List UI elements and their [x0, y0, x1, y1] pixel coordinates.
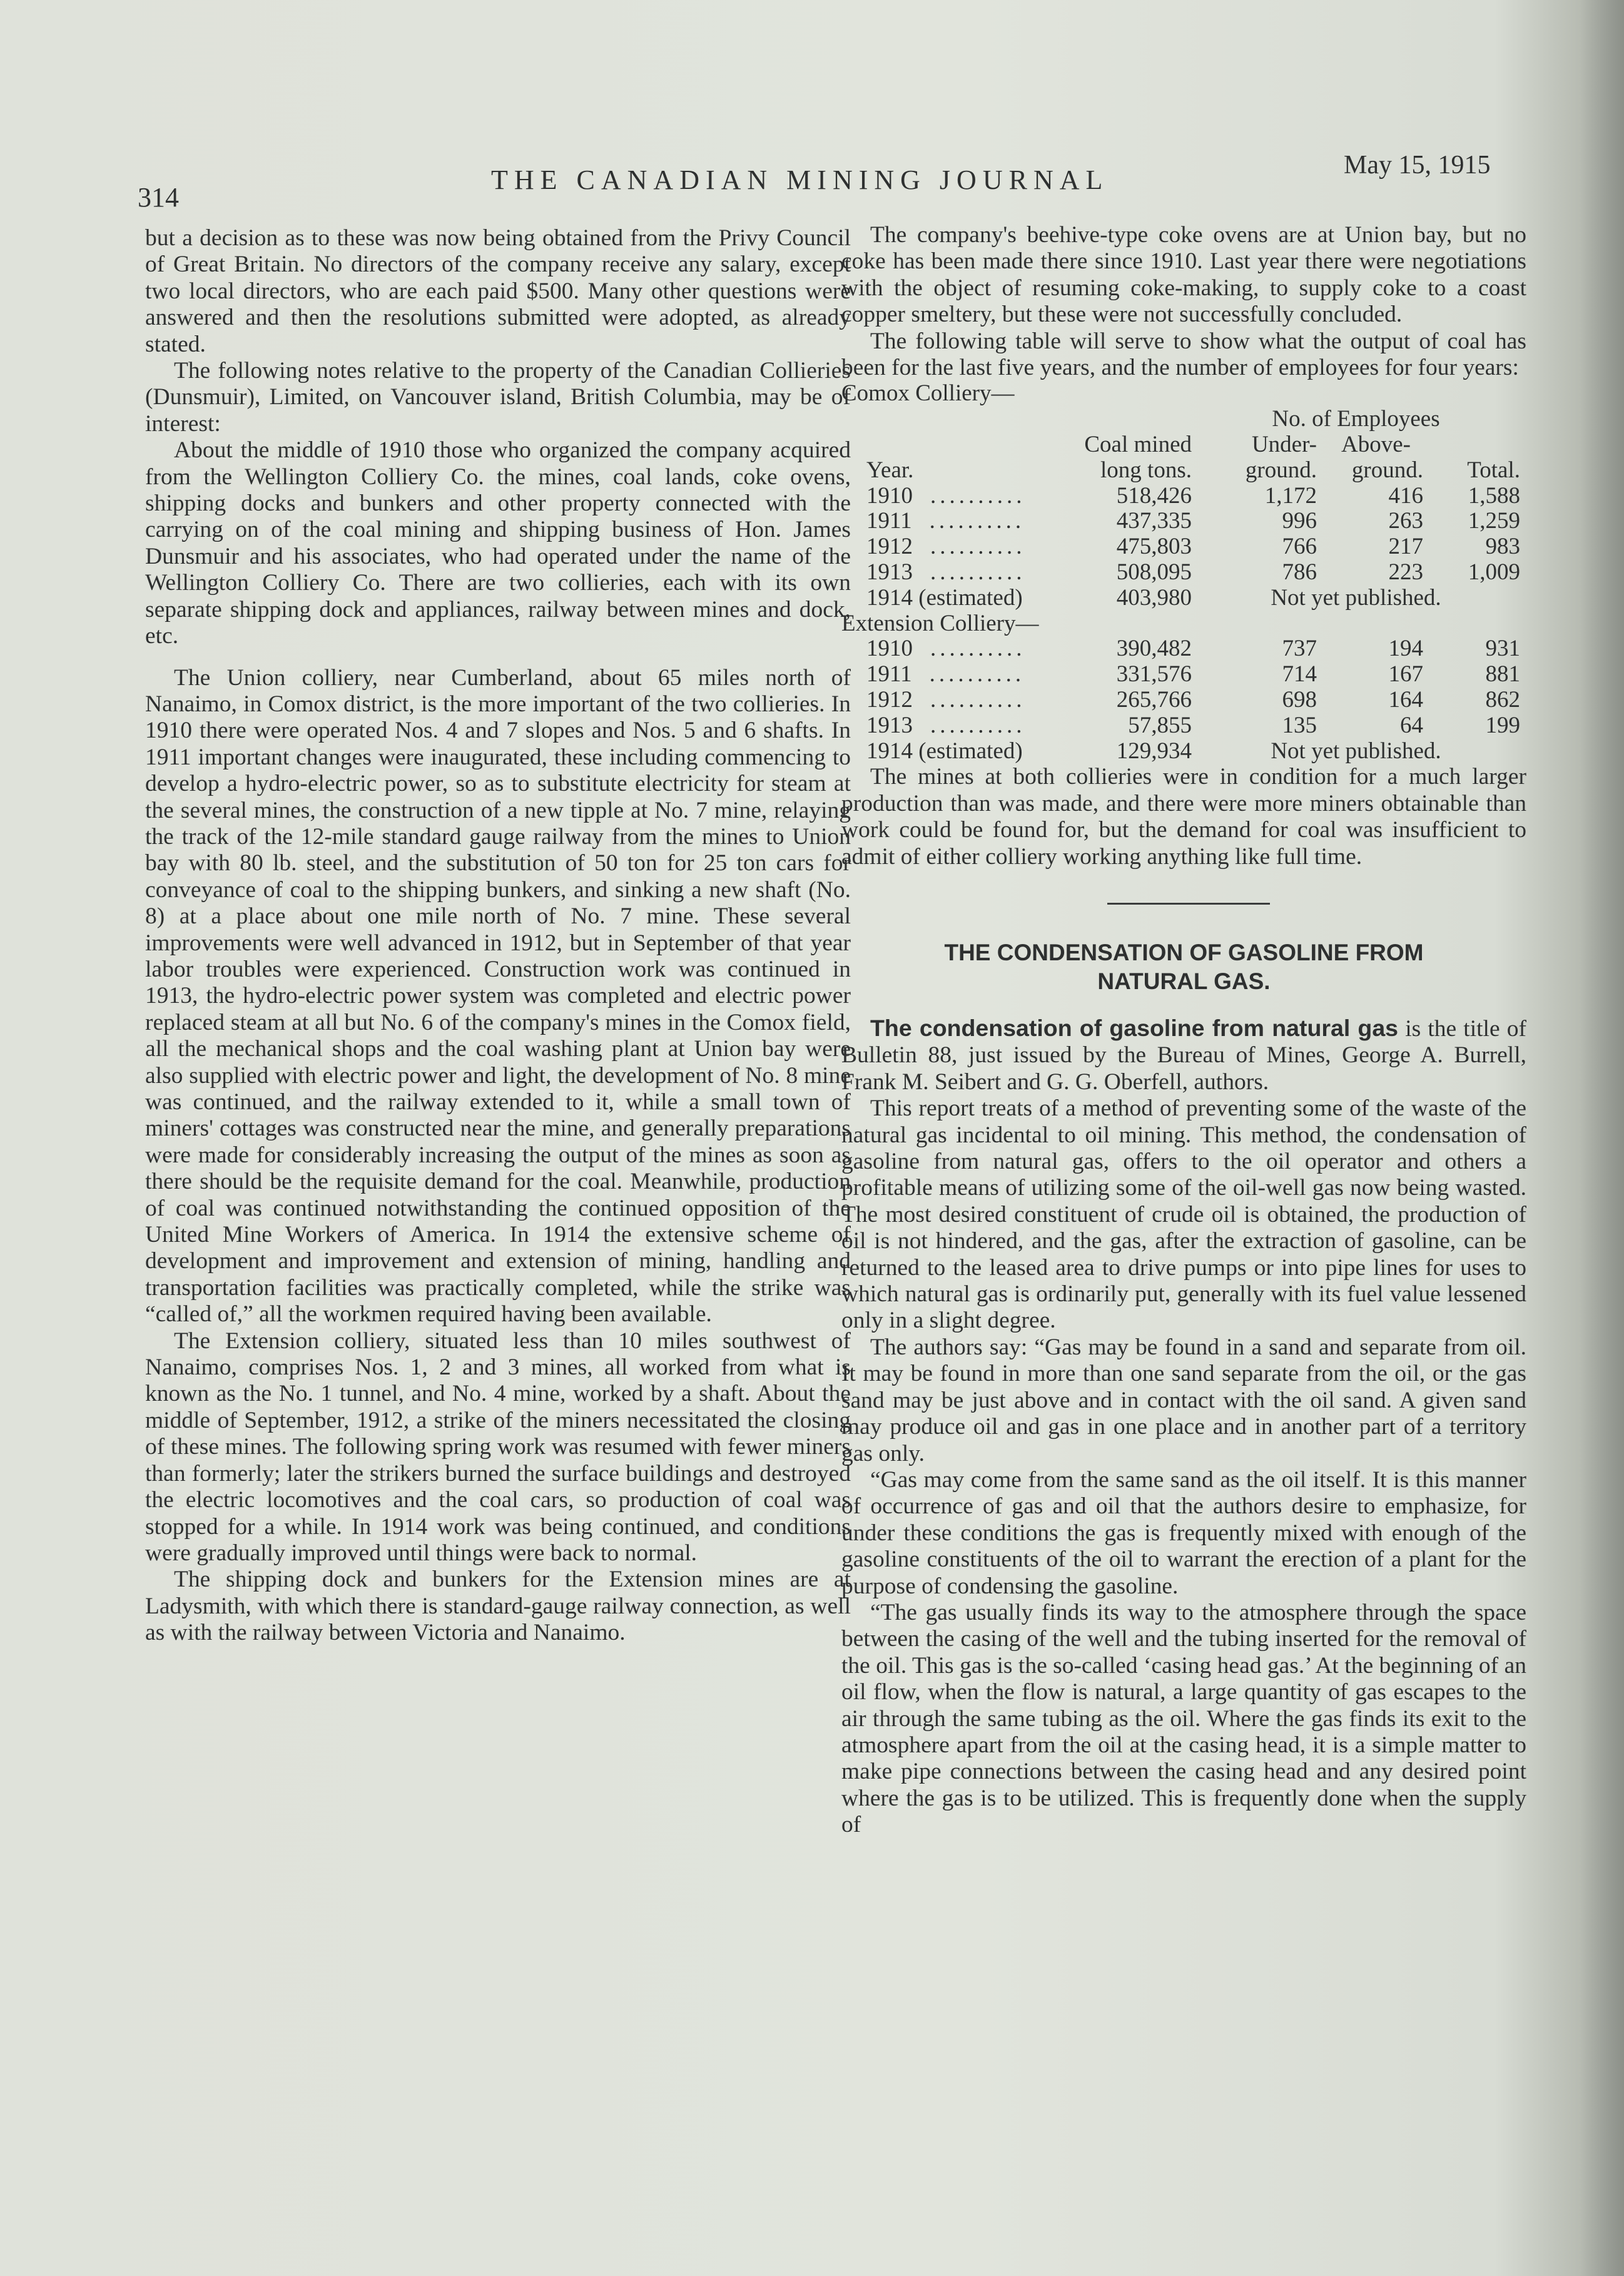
table-section-label	[841, 611, 1520, 637]
leader-dots: ..........	[930, 482, 1026, 509]
paragraph: This report treats of a method of preventing some of the waste of the natural gas incidental to oil mining. This method, the condensation of gasoline from natural gas, offers to the oil operator and others a profitable means of utilizing some of the oil-well gas now being wasted. The most desired constituent of crude oil is obtained, the production of oil is not hindered, and the gas, after the extraction of gasoline, can be returned to the leased area to drive pumps or into pipe lines for uses to which natural gas is ordinarily put, generally with its fuel value lessened only in a slight degree.	[841, 1095, 1526, 1334]
cell-year: 1914 (estimated)	[866, 738, 1023, 764]
article-lead-paragraph	[841, 1015, 1526, 1095]
col-above-unit: ground.	[1351, 457, 1423, 483]
table-row	[841, 534, 1520, 560]
cell-note: Not yet published.	[1271, 738, 1441, 764]
page-header	[0, 0, 1624, 225]
table-header-row	[841, 407, 1520, 432]
cell-year-text: 1910	[866, 482, 913, 509]
article-title-line: NATURAL GAS.	[1097, 968, 1271, 995]
cell-year-text: 1912	[866, 534, 913, 560]
page-edge-shadow	[1580, 0, 1624, 2276]
cell-above: 194	[1388, 636, 1423, 662]
paragraph: The shipping dock and bunkers for the Extension mines are at Ladysmith, with which there is standard-gauge railway connection, as well as with the railway between Victoria and Nanaimo.	[145, 1567, 851, 1646]
article-title-line: THE CONDENSATION OF GASOLINE FROM	[944, 940, 1424, 966]
paragraph: “The gas usually finds its way to the atmosphere through the space between the casing of the well and the tubing inserted for the removal of the oil. This gas is the so-called ‘casing head gas.’ At the beginning of an oil flow, when the flow is natural, a large quantity of gas escapes to the air through the same tubing as the oil. Where the gas finds its exit to the atmosphere apart from the oil at the casing head, it is a simple matter to make pipe connections between the casing head and any desired point where the gas is to be utilized. This is frequently done when the supply of	[841, 1599, 1526, 1838]
cell-year: 1914 (estimated)	[866, 584, 1023, 611]
cell-note: Not yet published.	[1271, 584, 1441, 611]
table-row	[841, 662, 1520, 688]
cell-coal: 331,576	[1116, 661, 1192, 688]
cell-under: 135	[1282, 712, 1317, 738]
left-column	[145, 225, 851, 1647]
cell-year	[841, 662, 1048, 688]
leader-dots: ..........	[930, 712, 1026, 738]
cell-total: 1,588	[1468, 482, 1520, 509]
col-coal-unit: long tons.	[1100, 457, 1192, 483]
employees-header: No. of Employees	[1272, 406, 1440, 432]
cell-year	[841, 509, 1048, 534]
cell-year-text: 1911	[866, 661, 912, 688]
cell-coal: 475,803	[1116, 534, 1192, 560]
table-row	[841, 688, 1520, 713]
paragraph: About the middle of 1910 those who organized the company acquired from the Wellington Colliery Co. the mines, coal lands, coke ovens, shipping docks and bunkers and other property connected with the carrying on of the coal mining and shipping business of Hon. James Dunsmuir and his associates, who had operated under the name of the Wellington Colliery Co. There are two collieries, each with its own separate shipping dock and appliances, railway between mines and dock, etc.	[145, 437, 851, 649]
leader-dots: ..........	[929, 508, 1025, 534]
table-header-row	[841, 432, 1520, 458]
cell-total: 1,009	[1468, 559, 1520, 586]
article-lead-rest: is the title of Bulletin 88, just issued by the Bureau of Mines, George A. Burrell, Frank M. Seibert and G. G. Oberfell, authors.	[841, 1016, 1526, 1095]
cell-total: 1,259	[1468, 508, 1520, 534]
paragraph: but a decision as to these was now being obtained from the Privy Council of Great Britain. No directors of the company receive any salary, except two local directors, who are each paid $500. Many other questions were answered and then the resolutions submitted were adopted, as already stated.	[145, 225, 851, 357]
table-row	[841, 713, 1520, 739]
leader-dots: ..........	[929, 661, 1025, 688]
cell-above: 167	[1388, 661, 1423, 688]
cell-year-text: 1913	[866, 712, 913, 738]
section-divider	[1107, 903, 1270, 905]
cell-above: 64	[1400, 712, 1423, 738]
issue-date: May 15, 1915	[1344, 151, 1491, 180]
cell-year-text: 1911	[866, 508, 912, 534]
leader-dots: ..........	[930, 559, 1026, 586]
table-row	[841, 739, 1520, 765]
table-row	[841, 484, 1520, 509]
cell-under: 1,172	[1264, 482, 1317, 509]
cell-total: 199	[1485, 712, 1520, 738]
col-coal-header: Coal mined	[1084, 432, 1192, 458]
leader-dots: ..........	[930, 687, 1026, 713]
article-lead-bold: The condensation of gasoline from natural gas	[870, 1015, 1399, 1042]
cell-coal: 129,934	[1116, 738, 1192, 764]
leader-dots: ..........	[930, 636, 1026, 662]
cell-year-text: 1910	[866, 636, 913, 662]
table-header-row	[841, 458, 1520, 484]
table-row	[841, 560, 1520, 586]
paragraph: The following table will serve to show what the output of coal has been for the last five years, and the number of employees for four years:	[841, 328, 1526, 381]
cell-year	[841, 636, 1048, 662]
cell-under: 786	[1282, 559, 1317, 586]
paragraph: “Gas may come from the same sand as the oil itself. It is this manner of occurrence of gas and oil that the authors desire to emphasize, for under these conditions the gas is frequently mixed with enough of the gasoline constituents of the oil to warrant the erection of a plant for the purpose of condensing the gasoline.	[841, 1466, 1526, 1599]
page-number: 314	[138, 182, 179, 213]
comox-rows	[841, 484, 1520, 586]
cell-coal: 437,335	[1116, 508, 1192, 534]
cell-coal: 508,095	[1116, 559, 1192, 586]
paragraph: The following notes relative to the property of the Canadian Collieries (Dunsmuir), Limited, on Vancouver island, British Columbia, may be of interest:	[145, 358, 851, 437]
cell-under: 714	[1282, 661, 1317, 688]
cell-coal: 518,426	[1116, 482, 1192, 509]
table-row	[841, 636, 1520, 662]
cell-total: 862	[1485, 687, 1520, 713]
table-section-label	[841, 381, 1520, 407]
cell-year	[841, 713, 1048, 739]
cell-year-text: 1912	[866, 687, 913, 713]
col-above-header: Above-	[1341, 432, 1411, 458]
cell-coal: 390,482	[1116, 636, 1192, 662]
cell-total: 983	[1485, 534, 1520, 560]
cell-above: 263	[1388, 508, 1423, 534]
cell-total: 881	[1485, 661, 1520, 688]
cell-above: 217	[1388, 534, 1423, 560]
col-under-header: Under-	[1251, 432, 1317, 458]
article-title	[841, 938, 1526, 996]
cell-above: 223	[1388, 559, 1423, 586]
col-year-header: Year.	[866, 457, 914, 483]
paragraph: The Extension colliery, situated less than 10 miles southwest of Nanaimo, comprises Nos. 1, 2 and 3 mines, all worked from what is known as the No. 1 tunnel, and No. 4 mine, worked by a shaft. About the middle of September, 1912, a strike of the miners necessitated the closing of these mines. The following spring work was resumed with fewer miners than formerly; later the strikers burned the surface buildings and destroyed the electric locomotives and the coal cars, so production of coal was stopped for a while. In 1914 work was being continued, and conditions were gradually improved until things were back to normal.	[145, 1328, 851, 1566]
cell-under: 996	[1282, 508, 1317, 534]
cell-year	[841, 484, 1048, 509]
col-under-unit: ground.	[1245, 457, 1317, 483]
cell-coal: 265,766	[1116, 687, 1192, 713]
extension-rows	[841, 636, 1520, 738]
table-row	[841, 509, 1520, 534]
cell-above: 164	[1388, 687, 1423, 713]
cell-total: 931	[1485, 636, 1520, 662]
right-column	[841, 222, 1526, 1839]
table-row	[841, 586, 1520, 611]
cell-coal: 57,855	[1128, 712, 1192, 738]
col-total-header: Total.	[1467, 457, 1520, 483]
cell-under: 766	[1282, 534, 1317, 560]
cell-year	[841, 534, 1048, 560]
cell-year-text: 1913	[866, 559, 913, 586]
cell-above: 416	[1388, 482, 1423, 509]
journal-title: THE CANADIAN MINING JOURNAL	[491, 165, 1109, 195]
cell-year	[841, 688, 1048, 713]
cell-coal: 403,980	[1116, 584, 1192, 611]
leader-dots: ..........	[930, 534, 1026, 560]
paragraph: The mines at both collieries were in condition for a much larger production than was made, and there were more miners obtainable than work could be found for, but the demand for coal was insufficient to admit of either colliery working anything like full time.	[841, 764, 1526, 870]
cell-under: 737	[1282, 636, 1317, 662]
comox-label: Comox Colliery—	[841, 380, 1015, 407]
paragraph: The Union colliery, near Cumberland, about 65 miles north of Nanaimo, in Comox district, is the more important of the two collieries. In 1910 there were operated Nos. 4 and 7 slopes and Nos. 5 and 6 shafts. In 1911 important changes were inaugurated, these including commencing to develop a hydro-electric power, so as to substitute electricity for steam at the several mines, the construction of a new tipple at No. 7 mine, relaying the track of the 12-mile standard gauge railway from the mines to Union bay with 80 lb. steel, and the substitution of 50 ton for 25 ton cars for conveyance of coal to the shipping bunkers, and sinking a new shaft (No. 8) at a place about one mile north of No. 7 mine. These several improvements were well advanced in 1912, but in September of that year labor troubles were experienced. Construction work was continued in 1913, the hydro-electric power system was completed and electric power replaced steam at all but No. 6 of the company's mines in the Comox field, all the mechanical shops and the coal washing plant at Union bay were also supplied with electric power and light, the development of No. 8 mine was continued, and the railway extended to it, while a small town of miners' cottages was constructed near the mine, and generally preparations were made for considerably increasing the output of the mines as soon as there should be the requisite demand for the coal. Meanwhile, production of coal was continued notwithstanding the continued opposition of the United Mine Workers of America. In 1914 the extensive scheme of development and improvement and extension of mining, handling and transportation facilities was practically completed, while the strike was “called of,” all the workmen required having been available.	[145, 664, 851, 1328]
extension-label: Extension Colliery—	[841, 610, 1039, 636]
paragraph: The authors say: “Gas may be found in a sand and separate from oil. It may be found in more than one sand separate from the oil, or the gas sand may be just above and in contact with the oil sand. A given sand may produce oil and gas in one place and in another part of a territory gas only.	[841, 1334, 1526, 1466]
paragraph: The company's beehive-type coke ovens are at Union bay, but no coke has been made there since 1910. Last year there were negotiations with the object of resuming coke-making, to supply coke to a coast copper smeltery, but these were not successfully concluded.	[841, 222, 1526, 328]
cell-year	[841, 560, 1048, 586]
coal-output-table	[841, 381, 1520, 764]
cell-under: 698	[1282, 687, 1317, 713]
